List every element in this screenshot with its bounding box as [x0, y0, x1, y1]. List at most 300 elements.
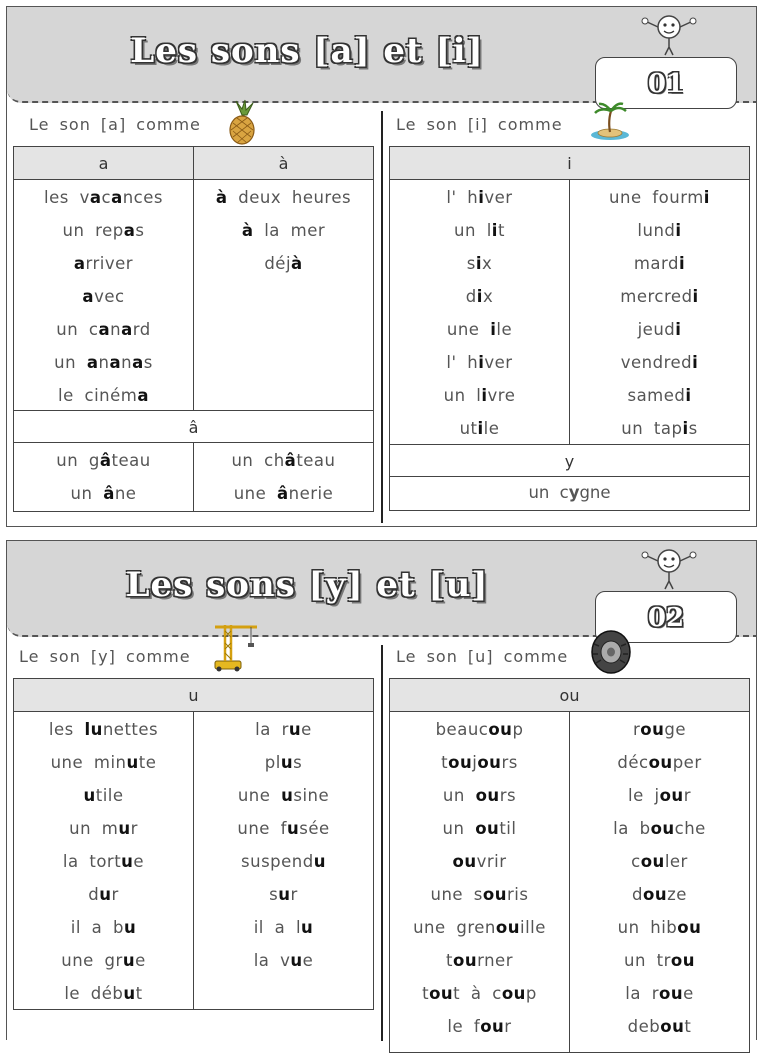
word-row [390, 182, 569, 215]
word-part: teau [111, 451, 151, 470]
header-ou: ou [559, 686, 580, 705]
word-row [14, 215, 193, 248]
word-part: r [290, 885, 298, 904]
word-part: c [631, 852, 641, 871]
sound-letters: ou [429, 984, 454, 1003]
word-part: x [482, 254, 493, 273]
word-row [570, 281, 749, 314]
column-u-2 [193, 712, 373, 1009]
word-part: un [442, 786, 476, 805]
word-part: une s [430, 885, 483, 904]
word-part: sée [299, 819, 330, 838]
sound-letters: ou [640, 852, 665, 871]
column-a-grave [193, 180, 373, 410]
sound-letters: u [286, 819, 300, 838]
word-part: la b [613, 819, 651, 838]
table-a [13, 146, 374, 512]
sound-letters: u [83, 786, 96, 805]
sound-letters: ou [650, 819, 675, 838]
sound-letters: i [675, 320, 682, 339]
card-number-badge: 01 [595, 57, 737, 109]
word-part: te [138, 753, 157, 772]
sound-letters: ou [501, 984, 526, 1003]
word-part: un l [454, 221, 492, 240]
sound-letters: à [215, 188, 228, 207]
word-part: samed [627, 386, 686, 405]
word-row [194, 714, 373, 747]
sound-letters: i [491, 221, 498, 240]
word-row [390, 347, 569, 380]
sound-letters: lu [84, 720, 103, 739]
sound-letters: u [288, 720, 302, 739]
sound-letters: ou [648, 753, 673, 772]
header-i: i [567, 154, 572, 173]
word-part: r [683, 786, 691, 805]
word-row [14, 380, 193, 413]
word-part: e [133, 852, 145, 871]
word-part: s [466, 254, 476, 273]
word-part: t à c [453, 984, 502, 1003]
word-part: une [237, 786, 282, 805]
word-part: la mer [253, 221, 326, 240]
sound-letters: i [682, 419, 689, 438]
sound-letters: ou [488, 720, 513, 739]
word-row [14, 780, 193, 813]
word-part: mercred [620, 287, 693, 306]
word-part: une min [50, 753, 127, 772]
mascot-icon [639, 11, 699, 57]
sound-letters: a [123, 221, 136, 240]
sound-letters: à [241, 221, 254, 240]
word-part: une fourm [609, 188, 704, 207]
word-part: rriver [85, 254, 134, 273]
word-part: vre [487, 386, 516, 405]
word-part: l' h [446, 188, 479, 207]
word-row [390, 413, 569, 446]
word-part: t [441, 753, 449, 772]
column-a-circumflex-2 [193, 443, 373, 511]
right-heading: Le son [i] comme [396, 115, 563, 134]
word-part: r [130, 819, 138, 838]
word-row [570, 846, 749, 879]
header-u: u [188, 686, 199, 705]
word-row [570, 248, 749, 281]
word-part: ne [114, 484, 137, 503]
word-row [14, 248, 193, 281]
sound-letters: i [675, 221, 682, 240]
subheader-a-circumflex: â [14, 410, 373, 443]
word-row [390, 780, 569, 813]
word-row [570, 945, 749, 978]
word-part: s [293, 753, 303, 772]
word-row [194, 182, 373, 215]
pineapple-icon [225, 99, 259, 145]
word-part: ver [484, 188, 513, 207]
column-i-1 [390, 180, 569, 444]
sound-letters: ou [475, 786, 500, 805]
word-part: un m [69, 819, 119, 838]
word-part: ut [459, 419, 478, 438]
word-part: vec [94, 287, 125, 306]
word-part: ge [664, 720, 686, 739]
word-part: pl [264, 753, 281, 772]
word-row [194, 879, 373, 912]
word-part: une f [237, 819, 287, 838]
word-part: un c [528, 483, 569, 502]
word-row [14, 281, 193, 314]
word-part: la tort [62, 852, 122, 871]
sound-letters: i [478, 353, 485, 372]
word-row [570, 780, 749, 813]
column-i-2 [569, 180, 749, 444]
word-part: il a l [253, 918, 302, 937]
sound-letters: â [277, 484, 289, 503]
word-row [390, 1011, 569, 1044]
word-cygne [390, 477, 749, 510]
word-part: le j [628, 786, 660, 805]
left-heading: Le son [y] comme [19, 647, 191, 666]
word-row [390, 912, 569, 945]
word-part: nettes [102, 720, 159, 739]
word-row [14, 478, 193, 511]
word-part: nces [122, 188, 163, 207]
card-number-badge: 02 [595, 591, 737, 643]
sound-letters: i [478, 188, 485, 207]
sound-letters: ou [452, 852, 477, 871]
word-row [390, 281, 569, 314]
word-row [570, 215, 749, 248]
sound-letters: i [477, 419, 484, 438]
sound-card-2 [6, 540, 757, 1040]
word-part: lund [637, 221, 676, 240]
sound-letters: u [278, 885, 291, 904]
word-row [14, 182, 193, 215]
table-ou [389, 678, 750, 1053]
word-row [570, 413, 749, 446]
word-row [194, 248, 373, 281]
word-row [14, 945, 193, 978]
island-icon [589, 101, 631, 141]
word-part: ille [520, 918, 546, 937]
sound-letters: a [109, 353, 122, 372]
word-part: suspend [241, 852, 314, 871]
word-part: le déb [64, 984, 124, 1003]
word-part: un [54, 353, 87, 372]
word-row [194, 813, 373, 846]
word-part: rs [501, 753, 518, 772]
word-part: la r [625, 984, 659, 1003]
sound-letters: i [692, 287, 699, 306]
word-row [14, 978, 193, 1011]
word-part: ze [667, 885, 687, 904]
word-row [390, 714, 569, 747]
word-row [194, 945, 373, 978]
sound-letters: u [124, 918, 137, 937]
word-part: n [98, 353, 110, 372]
word-part: til [499, 819, 517, 838]
sound-letters: i [476, 287, 483, 306]
word-row [390, 380, 569, 413]
word-part: le [496, 320, 513, 339]
word-part: r [504, 1017, 512, 1036]
word-row [194, 445, 373, 478]
sound-letters: ou [643, 885, 668, 904]
table-header [390, 679, 749, 712]
word-row [390, 978, 569, 1011]
word-row [194, 215, 373, 248]
word-row [14, 879, 193, 912]
word-part: t [446, 951, 453, 970]
sound-letters: ou [475, 819, 500, 838]
sound-letters: u [313, 852, 326, 871]
word-part: per [672, 753, 702, 772]
word-row [14, 445, 193, 478]
word-part: ler [664, 852, 688, 871]
word-part: x [482, 287, 494, 306]
word-part: une [446, 320, 491, 339]
word-part: r [632, 720, 641, 739]
word-part: beauc [435, 720, 489, 739]
word-part: ver [484, 353, 513, 372]
word-row [570, 747, 749, 780]
word-part: la v [253, 951, 291, 970]
sound-letters: à [291, 254, 303, 273]
tire-icon [589, 629, 633, 675]
subheader-y: y [390, 444, 749, 477]
word-part: d [632, 885, 644, 904]
word-row [14, 846, 193, 879]
header-a: a [98, 154, 109, 173]
sound-letters: i [490, 320, 497, 339]
word-row [14, 714, 193, 747]
word-row [14, 813, 193, 846]
table-i [389, 146, 750, 511]
word-part: déj [264, 254, 292, 273]
sound-letters: a [73, 254, 86, 273]
sound-letters: ou [658, 984, 684, 1003]
right-heading: Le son [u] comme [396, 647, 569, 666]
word-row [390, 813, 569, 846]
word-part: le f [447, 1017, 481, 1036]
word-part: ris [507, 885, 529, 904]
word-part: un g [56, 451, 100, 470]
word-part: rs [499, 786, 517, 805]
word-part: une gren [413, 918, 496, 937]
word-part: l' h [446, 353, 479, 372]
word-row [390, 314, 569, 347]
sound-letters: a [82, 287, 95, 306]
mascot-icon [639, 545, 699, 591]
word-part: p [525, 984, 537, 1003]
word-row [570, 813, 749, 846]
column-ou-1 [390, 712, 569, 1052]
sound-letters: ou [660, 1017, 685, 1036]
sound-letters: ou [480, 1017, 505, 1036]
sound-letters: ou [670, 951, 695, 970]
word-part: un hib [617, 918, 678, 937]
word-part: un tr [623, 951, 671, 970]
word-row [390, 945, 569, 978]
sound-letters: a [98, 320, 111, 339]
word-part: jeud [637, 320, 676, 339]
sound-letters: ou [640, 720, 665, 739]
sound-letters: ou [453, 951, 478, 970]
word-part: s [143, 353, 153, 372]
sound-letters: ou [448, 753, 473, 772]
word-part: un ch [231, 451, 285, 470]
sound-letters: a [111, 188, 123, 207]
word-part: vrir [476, 852, 507, 871]
word-row [14, 314, 193, 347]
word-row [14, 747, 193, 780]
word-row [570, 380, 749, 413]
sound-letters: a [132, 353, 144, 372]
word-part: un rep [62, 221, 124, 240]
word-row [570, 314, 749, 347]
column-divider [381, 645, 383, 1041]
word-part: t [684, 1017, 692, 1036]
word-part: un c [56, 320, 99, 339]
word-row [194, 846, 373, 879]
word-row [390, 879, 569, 912]
sound-letters: â [284, 451, 297, 470]
sound-letters: a [86, 353, 99, 372]
sound-letters: u [121, 852, 134, 871]
word-part: les [48, 720, 85, 739]
sound-letters: i [679, 254, 686, 273]
sound-letters: i [481, 386, 488, 405]
word-part: t [135, 984, 143, 1003]
word-row [390, 846, 569, 879]
word-row [194, 747, 373, 780]
sound-letters: u [280, 753, 294, 772]
word-part: une [233, 484, 278, 503]
word-part: une gr [61, 951, 123, 970]
word-row [194, 912, 373, 945]
word-part: deb [627, 1017, 661, 1036]
word-part: s [269, 885, 279, 904]
word-part: teau [296, 451, 336, 470]
word-part: vendred [620, 353, 693, 372]
word-part: le [483, 419, 500, 438]
word-part: t [422, 984, 430, 1003]
word-part: déc [617, 753, 649, 772]
word-part: mard [633, 254, 679, 273]
word-part: un l [443, 386, 482, 405]
sound-letters: u [123, 984, 136, 1003]
word-part: rd [132, 320, 151, 339]
word-part: gne [579, 483, 611, 502]
word-part: e [301, 720, 312, 739]
word-part: un [70, 484, 104, 503]
word-part: la r [255, 720, 289, 739]
word-part: s [135, 221, 145, 240]
word-part: nerie [288, 484, 334, 503]
sound-letters: ou [477, 753, 502, 772]
sound-letters: ou [495, 918, 520, 937]
word-part: e [683, 984, 694, 1003]
table-header [14, 679, 373, 712]
sound-letters: â [103, 484, 115, 503]
sound-letters: a [137, 386, 149, 405]
sound-letters: ou [677, 918, 702, 937]
sound-letters: a [121, 320, 133, 339]
sound-letters: i [692, 353, 699, 372]
word-row [390, 248, 569, 281]
word-part: un [442, 819, 476, 838]
word-part: r [111, 885, 119, 904]
word-part: deux heures [227, 188, 352, 207]
table-header [390, 147, 749, 180]
sound-letters: ou [659, 786, 684, 805]
word-part: j [472, 753, 478, 772]
word-row [570, 912, 749, 945]
word-part: che [674, 819, 706, 838]
table-u [13, 678, 374, 1010]
word-row [390, 747, 569, 780]
word-part: n [110, 320, 122, 339]
word-part: e [135, 951, 146, 970]
sound-letters: u [118, 819, 131, 838]
sound-letters: i [703, 188, 710, 207]
word-part: n [121, 353, 133, 372]
word-row [390, 215, 569, 248]
card-title: Les sons [a] et [i] [130, 31, 484, 71]
word-part: p [512, 720, 524, 739]
crane-icon [211, 619, 259, 671]
word-part: s [688, 419, 698, 438]
table-header [14, 147, 373, 180]
word-row [570, 978, 749, 1011]
word-row [14, 347, 193, 380]
word-row [570, 347, 749, 380]
word-part: les v [44, 188, 90, 207]
word-row [570, 1011, 749, 1044]
column-divider [381, 111, 383, 523]
word-row [570, 714, 749, 747]
sound-letters: u [99, 885, 112, 904]
word-row [570, 879, 749, 912]
sound-letters: a [89, 188, 102, 207]
sound-letters: u [290, 951, 303, 970]
word-row [14, 912, 193, 945]
sound-letters: u [281, 786, 294, 805]
left-heading: Le son [a] comme [29, 115, 201, 134]
sound-letters: ou [482, 885, 508, 904]
word-part: d [465, 287, 477, 306]
word-part: rner [477, 951, 513, 970]
sound-letters: u [301, 918, 314, 937]
column-u-1 [14, 712, 193, 1009]
column-ou-2 [569, 712, 749, 1052]
sound-letters: u [126, 753, 139, 772]
word-part: un tap [621, 419, 683, 438]
word-part: il a b [70, 918, 124, 937]
column-a [14, 180, 193, 410]
sound-letters: i [475, 254, 482, 273]
sound-letters: y [568, 483, 580, 502]
word-part: d [88, 885, 100, 904]
card-title: Les sons [y] et [u] [125, 565, 489, 605]
word-row [570, 182, 749, 215]
sound-letters: i [685, 386, 692, 405]
sound-letters: u [122, 951, 136, 970]
word-row [194, 780, 373, 813]
word-part: tile [95, 786, 124, 805]
word-part: sine [293, 786, 330, 805]
word-part: e [302, 951, 314, 970]
word-part: c [101, 188, 112, 207]
